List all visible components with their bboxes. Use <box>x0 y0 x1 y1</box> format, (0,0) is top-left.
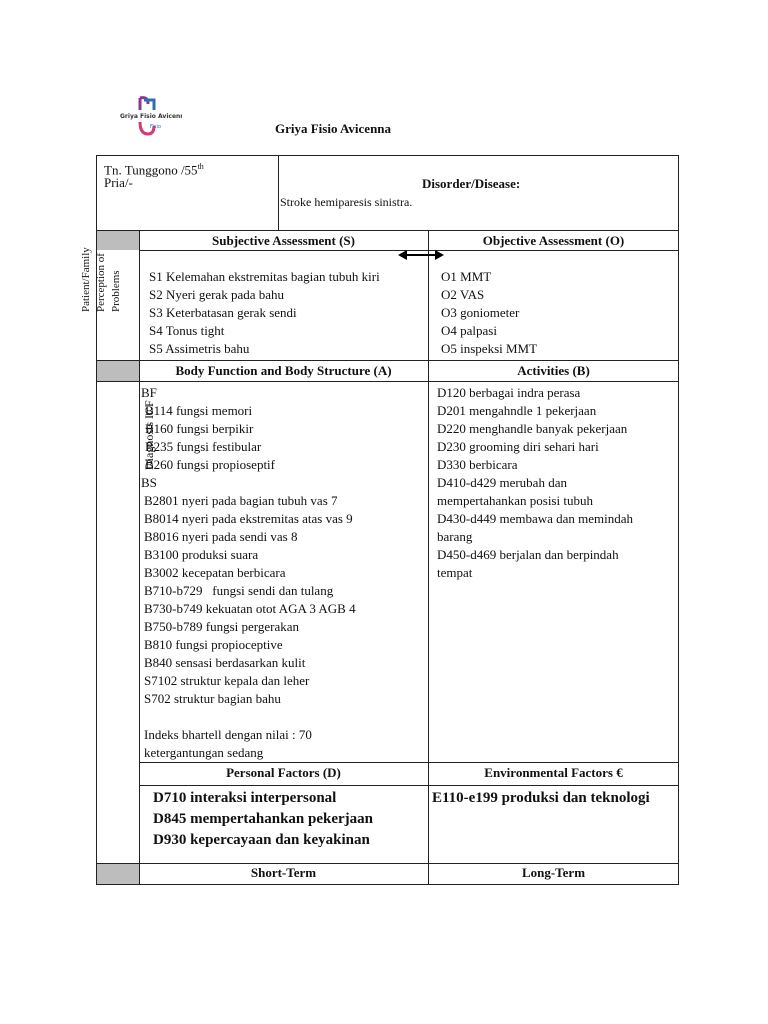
activity-item: tempat <box>437 565 473 580</box>
bf-item: BF <box>141 385 157 400</box>
bf-item: B730-b749 kekuatan otot AGA 3 AGB 4 <box>144 601 356 616</box>
objective-item: O1 MMT <box>441 269 492 284</box>
personal-factors-list <box>153 788 373 851</box>
bf-item: ketergantungan sedang <box>144 745 264 760</box>
objective-list <box>441 268 537 358</box>
activity-item: D410-d429 merubah dan <box>437 475 567 490</box>
personal-factors-header: Personal Factors (D) <box>226 765 341 780</box>
activity-item: D120 berbagai indra perasa <box>437 385 581 400</box>
environmental-item: E110-e199 produksi dan teknologi <box>432 790 650 806</box>
patient-name: Tn. Tunggono /55th <box>104 162 204 178</box>
subjective-item: S1 Kelemahan ekstremitas bagian tubuh kiri <box>149 269 380 284</box>
bf-item: B260 fungsi propioseptif <box>145 457 275 472</box>
bf-item: B235 fungsi festibular <box>145 439 262 454</box>
bf-item: B160 fungsi berpikir <box>145 421 254 436</box>
gray-cell-1 <box>97 231 139 250</box>
svg-text:Fisio: Fisio <box>150 124 161 130</box>
svg-text:Griya Fisio Avicenna: Griya Fisio Avicenna <box>120 113 182 120</box>
bf-item: B810 fungsi propioceptive <box>144 637 283 652</box>
side-label-perception: Perception of <box>95 253 107 312</box>
objective-item: O4 palpasi <box>441 323 497 338</box>
body-function-list <box>141 384 356 762</box>
subjective-item: S2 Nyeri gerak pada bahu <box>149 287 285 302</box>
objective-item: O3 goniometer <box>441 305 520 320</box>
bf-item: B114 fungsi memori <box>145 403 253 418</box>
short-term-header: Short-Term <box>250 865 317 880</box>
activity-item: D201 mengahndle 1 pekerjaan <box>437 403 597 418</box>
objective-header: Objective Assessment (O) <box>482 233 625 248</box>
personal-item: D710 interaksi interpersonal <box>153 790 337 806</box>
bf-item: B750-b789 fungsi pergerakan <box>144 619 300 634</box>
subjective-item: S4 Tonus tight <box>149 323 225 338</box>
bf-item: B710-b729 fungsi sendi dan tulang <box>144 583 334 598</box>
bf-item: B3100 produksi suara <box>144 547 259 562</box>
bf-item: BS <box>141 475 157 490</box>
bf-item <box>141 708 356 726</box>
activity-item: D230 grooming diri sehari hari <box>437 439 599 454</box>
body-function-header: Body Function and Body Structure (A) <box>175 363 392 378</box>
bf-item: S7102 struktur kepala dan leher <box>144 673 310 688</box>
activity-item: barang <box>437 529 473 544</box>
gray-cell-3 <box>97 864 139 884</box>
gray-cell-2 <box>97 361 139 381</box>
side-label-diagnosis: Diagnosis ICF <box>142 400 156 470</box>
bf-item: B840 sensasi berdasarkan kulit <box>144 655 306 670</box>
activity-item: mempertahankan posisi tubuh <box>437 493 593 508</box>
bf-item: B2801 nyeri pada bagian tubuh vas 7 <box>144 493 338 508</box>
bf-item: S702 struktur bagian bahu <box>144 691 281 706</box>
activities-list <box>437 384 633 582</box>
subjective-header: Subjective Assessment (S) <box>212 233 355 248</box>
environmental-factors-header: Environmental Factors € <box>484 765 623 780</box>
disorder-value: Stroke hemiparesis sinistra. <box>280 195 413 209</box>
activity-item: D220 menghandle banyak pekerjaan <box>437 421 628 436</box>
subjective-list <box>149 268 380 358</box>
long-term-header: Long-Term <box>521 865 586 880</box>
subjective-item: S3 Keterbatasan gerak sendi <box>149 305 297 320</box>
double-arrow-icon <box>398 248 444 267</box>
activity-item: D430-d449 membawa dan memindah <box>437 511 634 526</box>
objective-item: O2 VAS <box>441 287 485 302</box>
disorder-label: Disorder/Disease: <box>422 176 521 191</box>
activities-header: Activities (B) <box>517 363 590 378</box>
clinic-title: Griya Fisio Avicenna <box>275 121 392 136</box>
activity-item: D450-d469 berjalan dan berpindah <box>437 547 619 562</box>
patient-gender: Pria/- <box>104 175 133 190</box>
side-label-problems: Problems <box>110 270 122 312</box>
clinic-logo <box>118 96 182 144</box>
personal-item: D930 kepercayaan dan keyakinan <box>153 832 370 848</box>
objective-item: O5 inspeksi MMT <box>441 341 538 356</box>
environmental-factors-list <box>432 788 650 809</box>
bf-item: B3002 kecepatan berbicara <box>144 565 286 580</box>
bf-item: B8016 nyeri pada sendi vas 8 <box>144 529 298 544</box>
bf-item: Indeks bhartell dengan nilai : 70 <box>144 727 312 742</box>
bf-item: B8014 nyeri pada ekstremitas atas vas 9 <box>144 511 353 526</box>
subjective-item: S5 Assimetris bahu <box>149 341 250 356</box>
side-label-patient-family: Patient/Family <box>80 247 92 312</box>
activity-item: D330 berbicara <box>437 457 518 472</box>
personal-item: D845 mempertahankan pekerjaan <box>153 811 373 827</box>
